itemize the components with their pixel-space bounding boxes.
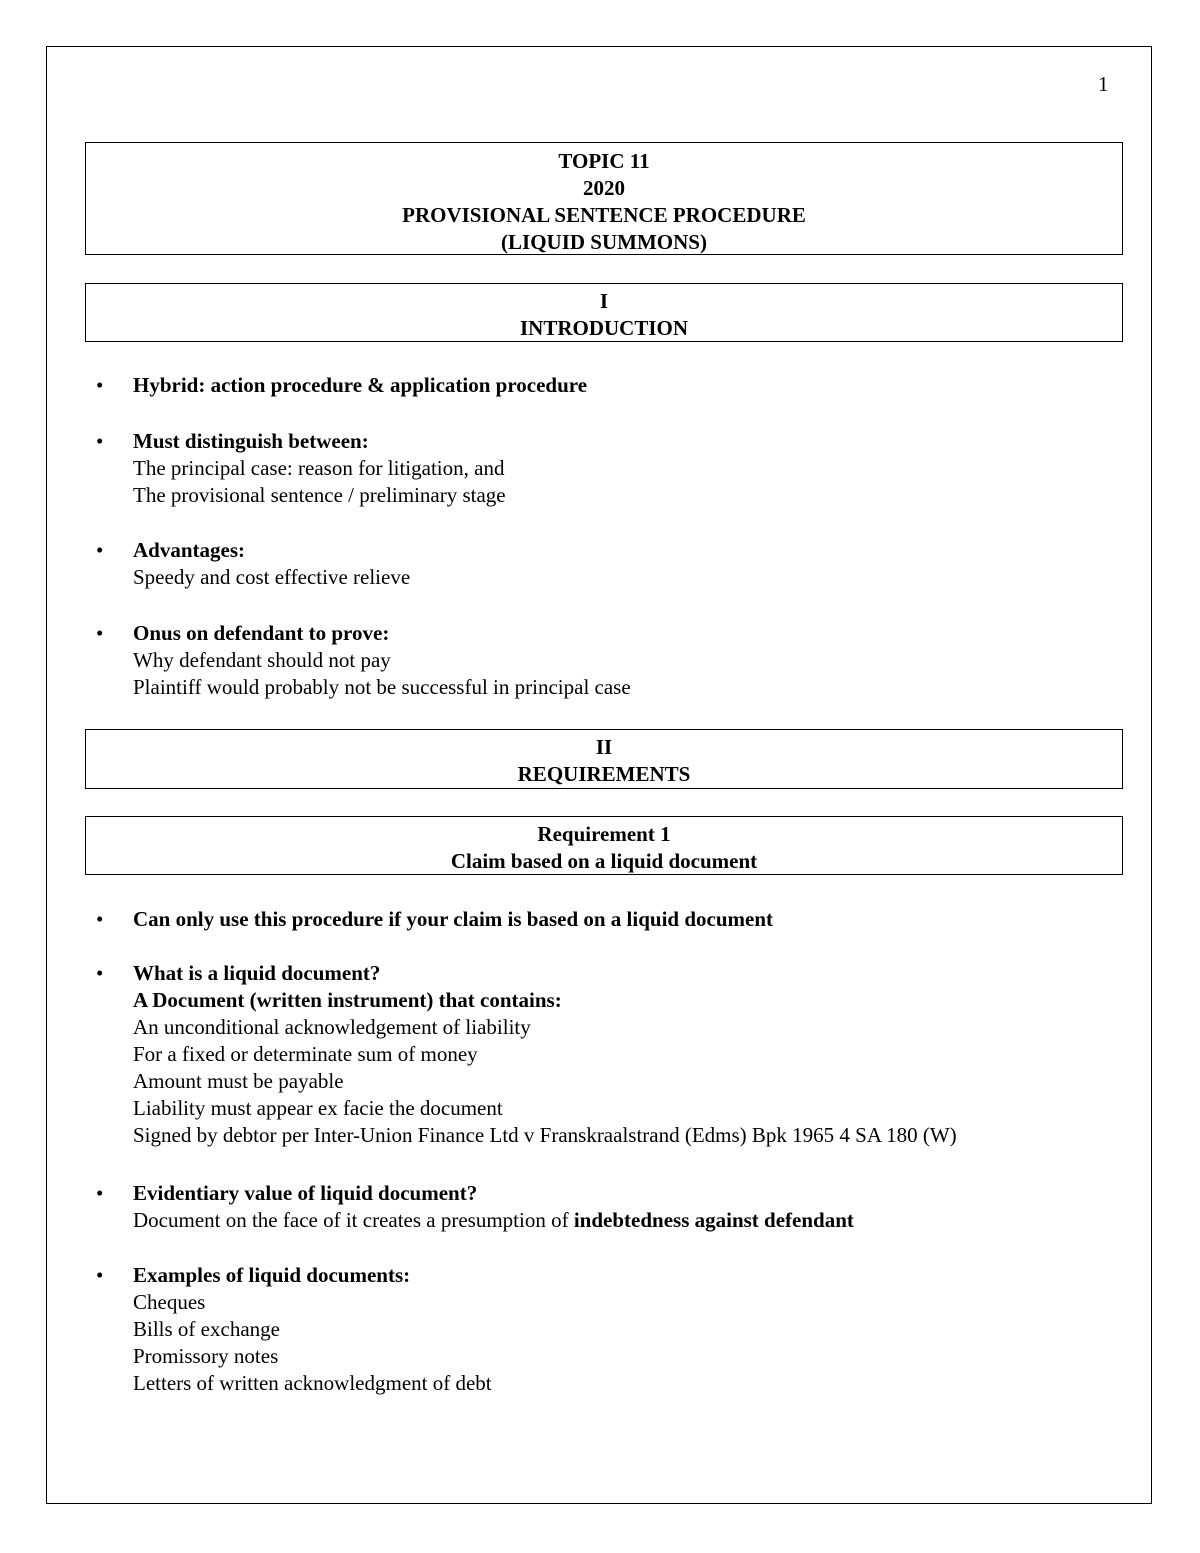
bullet-line: The principal case: reason for litigation, and — [133, 456, 505, 480]
requirement-title: Claim based on a liquid document — [450, 849, 758, 873]
section-title: REQUIREMENTS — [517, 762, 691, 786]
bullet-icon: • — [96, 538, 104, 562]
page-number: 1 — [1098, 72, 1109, 96]
list-item — [96, 620, 1146, 701]
bullet-line: Letters of written acknowledgment of debt — [133, 1371, 492, 1395]
title-subtitle: (LIQUID SUMMONS) — [501, 230, 707, 254]
list-item — [96, 537, 1146, 591]
bullet-line: The provisional sentence / preliminary stage — [133, 483, 506, 507]
bullet-heading: Advantages: — [133, 538, 246, 562]
list-item — [96, 1180, 1146, 1234]
bullet-heading: Can only use this procedure if your claim is based on a liquid document — [133, 907, 774, 931]
bullet-line — [133, 1207, 1146, 1234]
list-item — [96, 372, 1146, 399]
bullet-line: Signed by debtor per Inter-Union Finance Ltd v Franskraalstrand (Edms) Bpk 1965 4 SA 180 (W) — [133, 1123, 957, 1147]
bullet-line: Why defendant should not pay — [133, 648, 391, 672]
bullet-heading: Onus on defendant to prove: — [133, 621, 390, 645]
list-item — [96, 428, 1146, 509]
bullet-line: Promissory notes — [133, 1344, 279, 1368]
bullet-line: For a fixed or determinate sum of money — [133, 1042, 478, 1066]
bullet-line: Amount must be payable — [133, 1069, 344, 1093]
bullet-heading: What is a liquid document? — [133, 961, 381, 985]
introduction-header-box — [85, 283, 1123, 342]
list-item — [96, 1262, 1146, 1397]
section-numeral: I — [599, 289, 609, 313]
bullet-line: Bills of exchange — [133, 1317, 280, 1341]
bullet-icon: • — [96, 373, 104, 397]
bullet-heading: Must distinguish between: — [133, 429, 369, 453]
bullet-line-plain: Document on the face of it creates a presumption of — [133, 1208, 574, 1232]
title-year: 2020 — [583, 176, 625, 200]
bullet-icon: • — [96, 907, 104, 931]
list-item — [96, 960, 1146, 1149]
bullet-icon: • — [96, 429, 104, 453]
bullet-icon: • — [96, 621, 104, 645]
bullet-heading: Evidentiary value of liquid document? — [133, 1181, 478, 1205]
bullet-icon: • — [96, 961, 104, 985]
title-box — [85, 142, 1123, 255]
bullet-heading: Hybrid: action procedure & application procedure — [133, 373, 588, 397]
requirement-label: Requirement 1 — [537, 822, 671, 846]
section-numeral: II — [595, 735, 613, 759]
list-item — [96, 906, 1146, 933]
title-topic: TOPIC 11 — [558, 149, 650, 173]
title-main: PROVISIONAL SENTENCE PROCEDURE — [402, 203, 806, 227]
section-title: INTRODUCTION — [519, 316, 689, 340]
bullet-line: An unconditional acknowledgement of liability — [133, 1015, 531, 1039]
bullet-line: Cheques — [133, 1290, 206, 1314]
bullet-line-emphasis: indebtedness against defendant — [573, 1208, 854, 1232]
bullet-heading: Examples of liquid documents: — [133, 1263, 411, 1287]
requirement-1-box — [85, 816, 1123, 875]
bullet-icon: • — [96, 1181, 104, 1205]
bullet-subheading: A Document (written instrument) that contains: — [133, 988, 562, 1012]
bullet-line: Liability must appear ex facie the document — [133, 1096, 503, 1120]
bullet-line: Plaintiff would probably not be successful in principal case — [133, 675, 631, 699]
requirements-header-box — [85, 729, 1123, 789]
bullet-line: Speedy and cost effective relieve — [133, 565, 411, 589]
bullet-icon: • — [96, 1263, 104, 1287]
